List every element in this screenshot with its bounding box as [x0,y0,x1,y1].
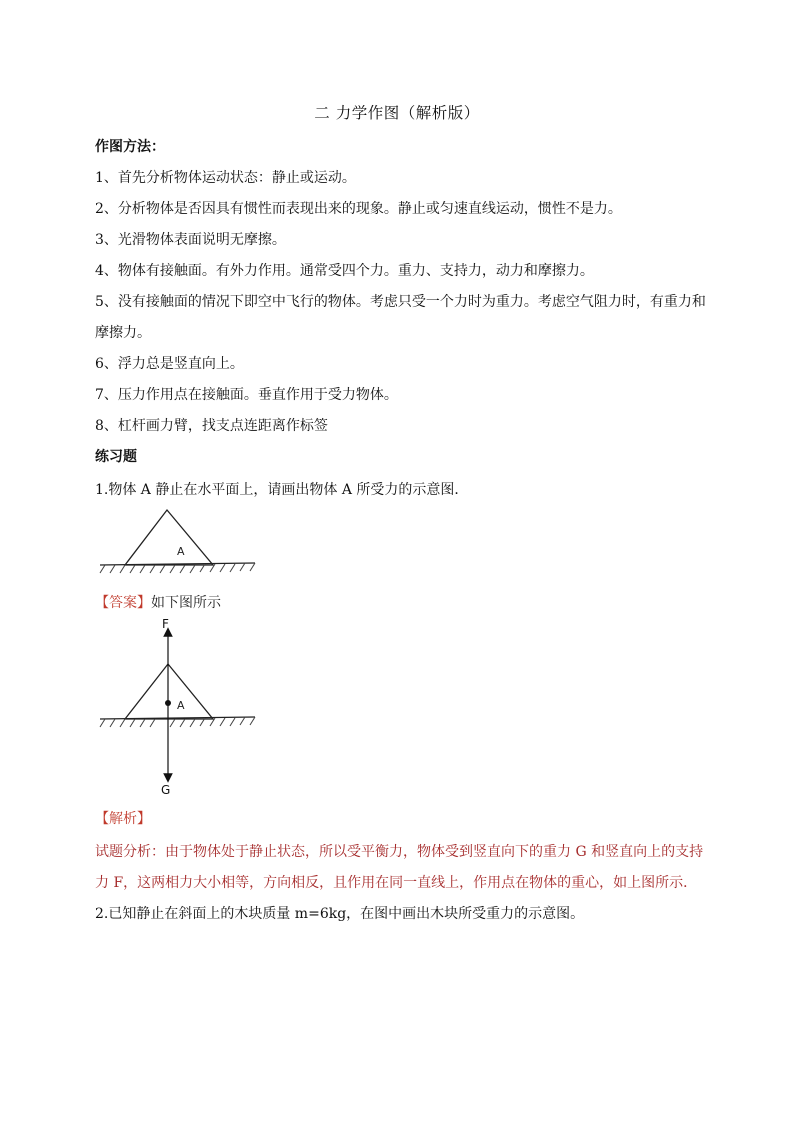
method-heading: 作图方法： [95,139,165,155]
center-of-gravity-dot [165,700,171,706]
question-1: 1.物体 A 静止在水平面上，请画出物体 A 所受力的示意图． [95,482,469,498]
question-1-figure [95,505,265,585]
answer-label [95,592,221,612]
triangle-block [125,664,213,719]
answer-label-text: 【答案】 [95,595,151,611]
method-item-7: 7、压力作用点在接触面。垂直作用于受力物体。 [95,387,398,403]
exercises-heading: 练习题 [95,449,137,465]
method-item-1: 1、首先分析物体运动状态：静止或运动。 [95,170,356,186]
force-label-f: F [162,617,169,631]
triangle-block [125,510,213,565]
method-item-5-cont: 摩擦力。 [95,325,151,341]
method-item-6: 6、浮力总是竖直向上。 [95,356,244,372]
answer-figure [95,614,265,804]
analysis-label: 【解析】 [95,811,151,827]
question-2: 2.已知静止在斜面上的木块质量 m=6kg，在图中画出木块所受重力的示意图。 [95,906,585,922]
page-title: 二 力学作图（解析版） [314,104,480,122]
force-label-g: G [161,783,171,797]
block-label-a: A [177,545,185,558]
answer-text: 如下图所示 [151,595,221,611]
block-label-a: A [177,699,185,712]
method-item-8: 8、杠杆画力臂，找支点连距离作标签 [95,418,328,434]
method-item-3: 3、光滑物体表面说明无摩擦。 [95,232,286,248]
method-item-2: 2、分析物体是否因具有惯性而表现出来的现象。静止或匀速直线运动，惯性不是力。 [95,201,622,217]
method-item-4: 4、物体有接触面。有外力作用。通常受四个力。重力、支持力，动力和摩擦力。 [95,263,594,279]
analysis-line-1: 试题分析：由于物体处于静止状态，所以受平衡力，物体受到竖直向下的重力 G 和竖直向上的支持 [95,844,704,860]
method-item-5: 5、没有接触面的情况下即空中飞行的物体。考虑只受一个力时为重力。考虑空气阻力时，有重力和 [95,294,706,310]
analysis-line-2: 力 F，这两相力大小相等，方向相反，且作用在同一直线上，作用点在物体的重心，如上图所示． [95,875,698,891]
